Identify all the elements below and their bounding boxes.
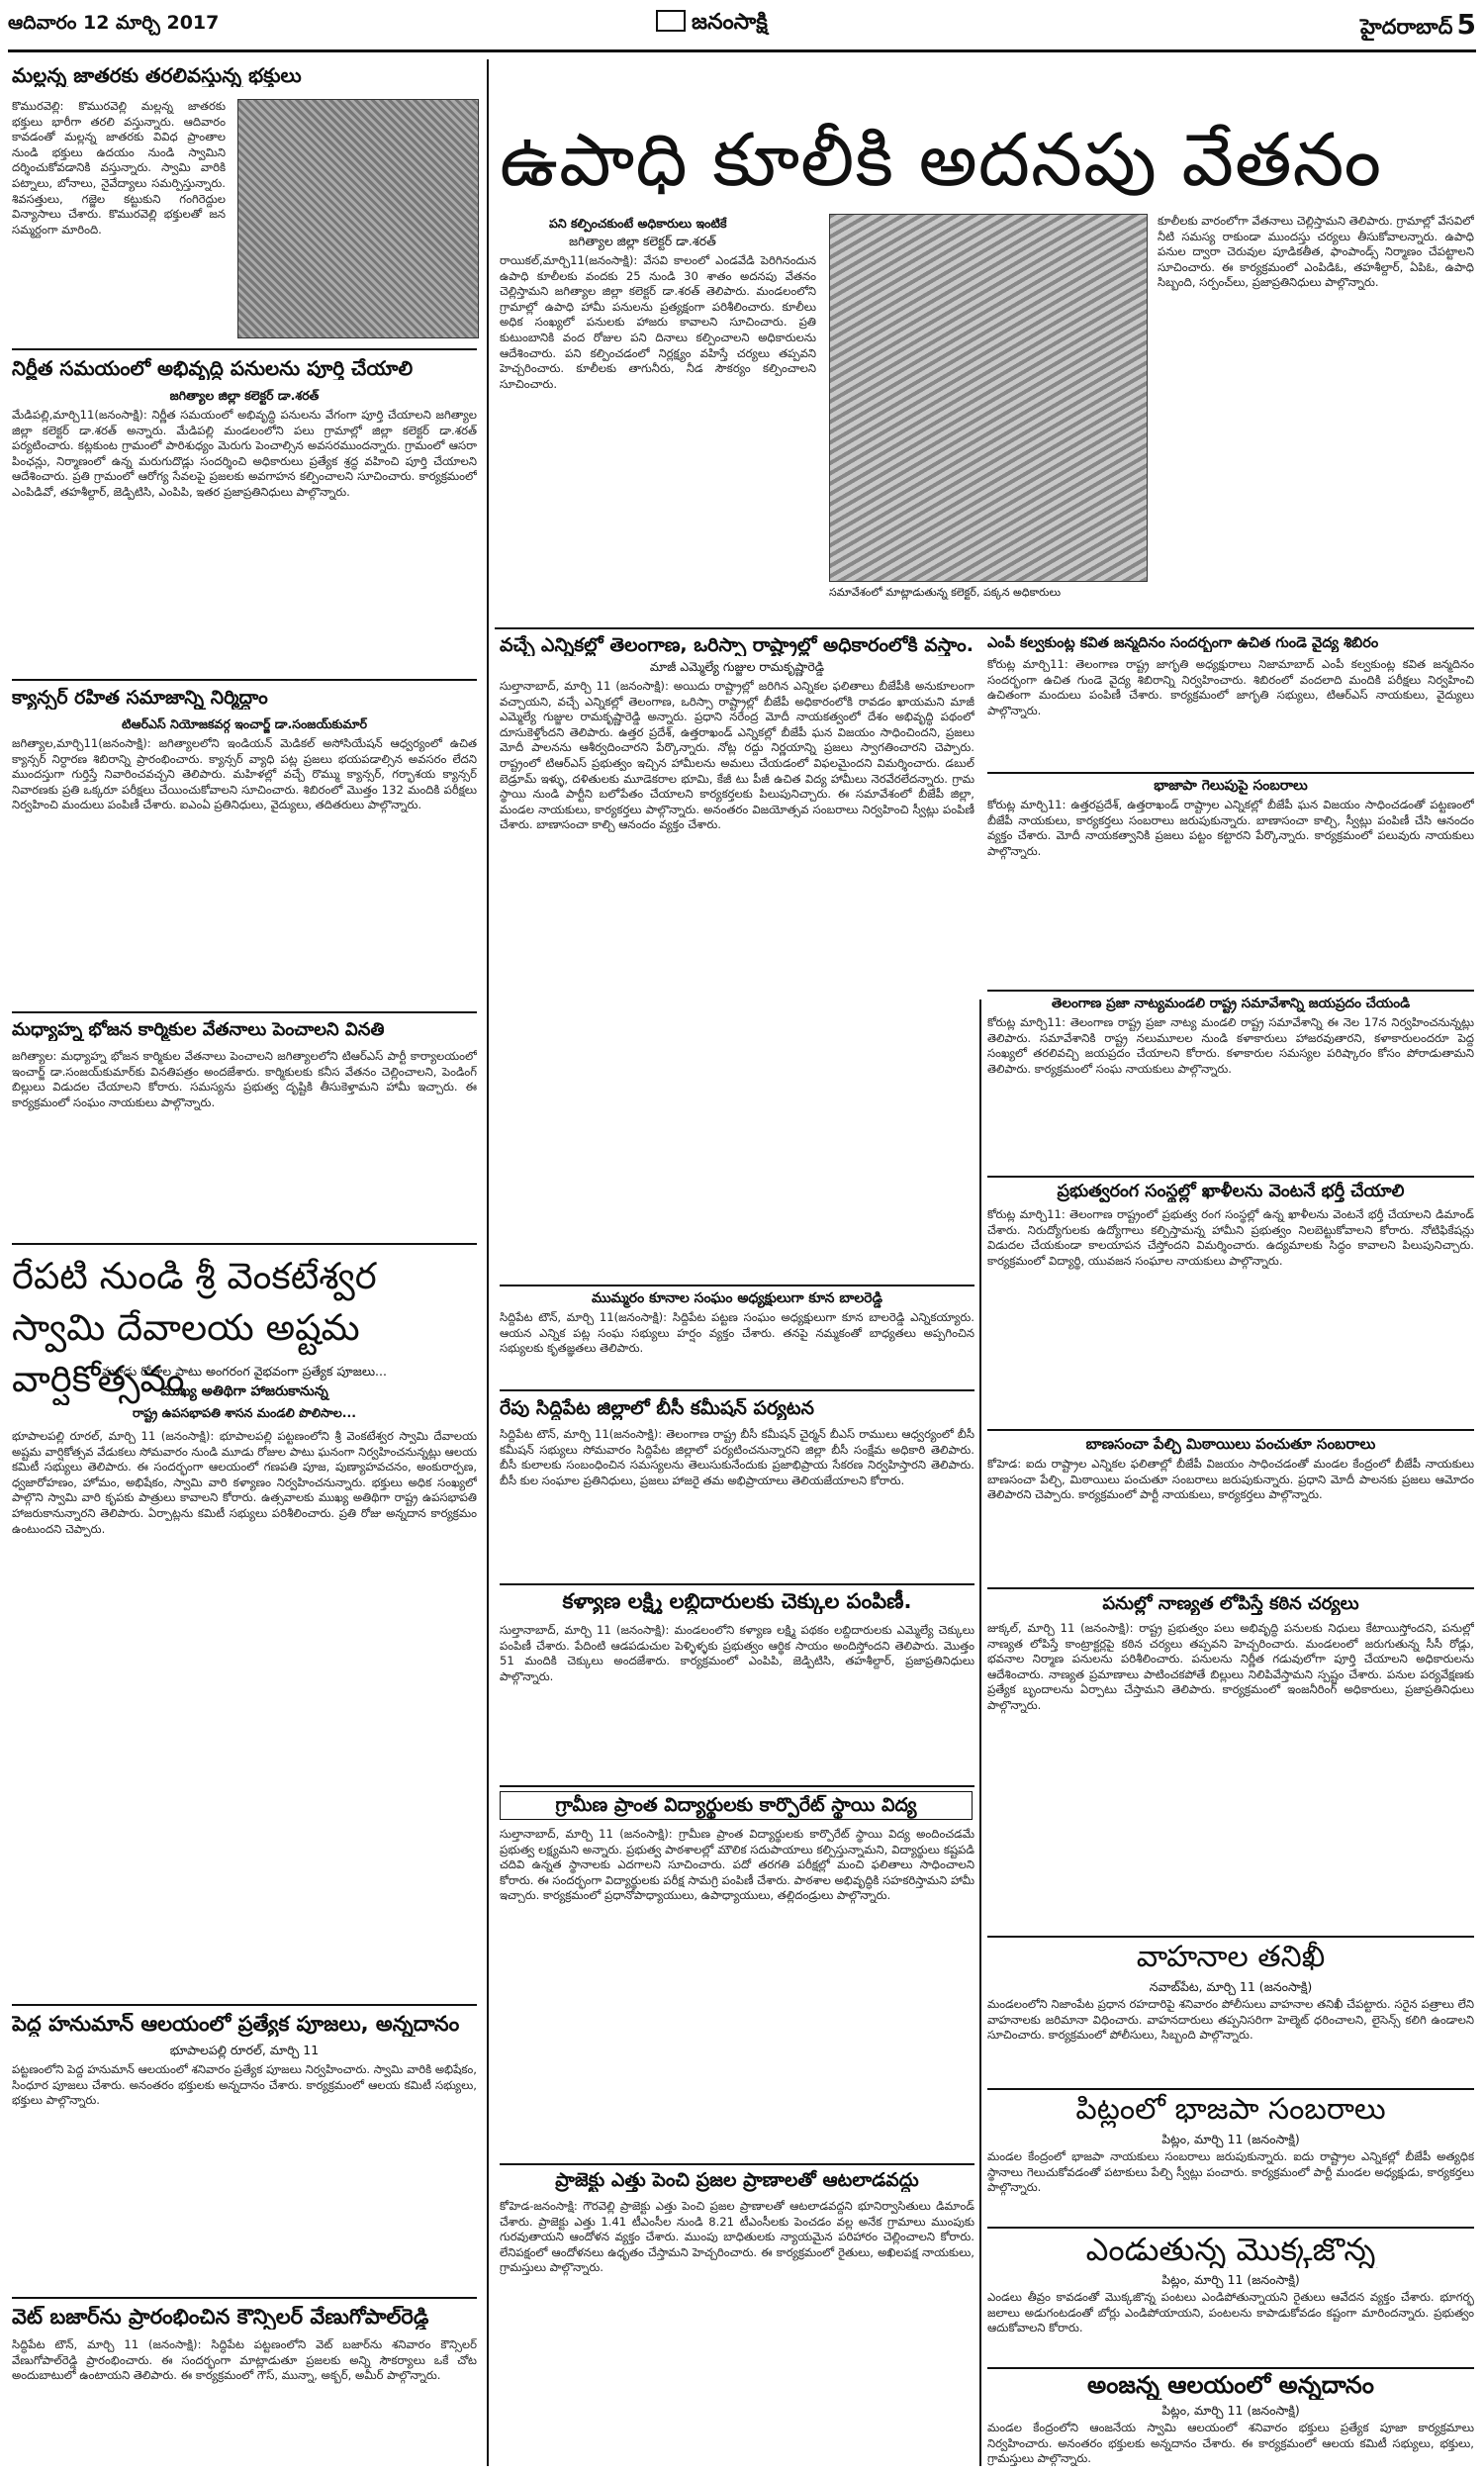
article-cancer-body: జగిత్యాల,మార్చి11(జనంసాక్షి): జగిత్యాలలోని ఇండియన్ మెడికల్ అసోసియేషన్ ఆధ్వర్యంలో ఉచిత క్యాన్సర్ నిర్ధారణ శిబిరాన్ని ప్రారంభించారు. క్యాన్సర్ వ్యాధి పట్ల ప్రజలు భయపడాల్సిన అవసరం లేదని ముందస్తుగా గుర్తిస్తే నివారించవచ్చని తెలిపారు. మహిళల్లో వచ్చే రొమ్ము క్యాన్సర్, గర్భాశయ క్యాన్సర్ నివారణకు ప్రతి ఒక్కరూ పరీక్షలు చేయించుకోవాలని సూచించారు. శిబిరంలో మొత్తం 132 మందికి పరీక్షలు నిర్వహించి మందులు పంపిణీ చేశారు. ఐఎంఏ ప్రతినిధులు, వైద్యులు, తదితరులు పాల్గొన్నారు. <box>12 736 477 812</box>
article-anjanna-body: మండల కేంద్రంలోని ఆంజనేయ స్వామి ఆలయంలో శనివారం భక్తులు ప్రత్యేక పూజా కార్యక్రమాలు నిర్వహించారు. అనంతరం భక్తులకు అన్నదానం చేశారు. ఈ కార్యక్రమంలో ఆలయ కమిటీ సభ్యులు, భక్తులు, గ్రామస్తులు పాల్గొన్నారు. <box>987 2421 1474 2466</box>
article-hanuman-headline: పెద్ద హనుమాన్ ఆలయంలో ప్రత్యేక పూజలు, అన్నదానం <box>12 2012 460 2036</box>
divider <box>987 772 1474 774</box>
article-cancer-subhead: టిఆర్ఎస్ నియోజకవర్గ ఇంచార్జ్ డా.సంజయ్‌కుమార్ <box>121 716 368 731</box>
divider <box>500 1785 974 1787</box>
divider <box>987 1176 1474 1178</box>
divider <box>12 679 477 681</box>
article-temple-body: భూపాలపల్లి రూరల్, మార్చి 11 (జనంసాక్షి): భూపాలపల్లి పట్టణంలోని శ్రీ వెంకటేశ్వర స్వామి దేవాలయ అష్టమ వార్షికోత్సవ వేడుకలు సోమవారం నుండి మూడు రోజుల పాటు ఘనంగా నిర్వహించనున్నట్లు ఆలయ కమిటీ సభ్యులు తెలిపారు. ఈ సందర్భంగా ఆలయంలో గణపతి పూజ, పుణ్యాహవచనం, అంకురార్పణ, ధ్వజారోహణం, హోమం, అభిషేకం, స్వామి వారి కళ్యాణం నిర్వహించనున్నారు. భక్తులు అధిక సంఖ్యలో పాల్గొని స్వామి వారి కృపకు పాత్రులు కావాలని కోరారు. ఉత్సవాలకు ముఖ్య అతిథిగా రాష్ట్ర ఉపసభాపతి హాజరుకానున్నారని తెలిపారు. ఏర్పాట్లను కమిటీ సభ్యులు పరిశీలించారు. ప్రతి రోజు అన్నదాన కార్యక్రమం ఉంటుందని చెప్పారు. <box>12 1429 477 1536</box>
lead-photo <box>829 214 1148 582</box>
divider <box>500 1583 974 1585</box>
article-vehicle-check-body: మండలంలోని నిజాంపేట ప్రధాన రహదారిపై శనివారం పోలీసులు వాహనాల తనిఖీ చేపట్టారు. సరైన పత్రాలు లేని వాహనాలకు జరిమానా విధించారు. వాహనదారులు తప్పనిసరిగా హెల్మెట్ ధరించాలని, లైసెన్స్ కలిగి ఉండాలని సూచించారు. కార్యక్రమంలో పోలీసులు, సిబ్బంది పాల్గొన్నారు. <box>987 1997 1474 2043</box>
article-works-subhead: జగిత్యాల జిల్లా కలెక్టర్ డా.శరత్ <box>169 388 320 403</box>
article-hanuman-dateline: భూపాలపల్లి రూరల్, మార్చి 11 <box>169 2043 320 2057</box>
article-kalyana-lakshmi-body: సుల్తానాబాద్, మార్చి 11 (జనంసాక్షి): మండలంలోని కళ్యాణ లక్ష్మి పథకం లబ్దిదారులకు ఎమ్మెల్యే చెక్కులు పంపిణీ చేశారు. పేదింటి ఆడపడుచుల పెళ్ళిళ్ళకు ప్రభుత్వం ఆర్థిక సాయం అందిస్తోందని తెలిపారు. మొత్తం 51 మందికి చెక్కులు అందజేశారు. కార్యక్రమంలో ఎంపిపి, జెడ్పిటిసి, తహశీల్దార్, ప్రజాప్రతినిధులు పాల్గొన్నారు. <box>500 1623 974 1683</box>
divider <box>12 2297 477 2299</box>
article-pitlam-bjp-dateline: పిట్లం, మార్చి 11 (జనంసాక్షి) <box>1161 2132 1300 2146</box>
city-name: హైదరాబాద్ <box>1359 15 1453 39</box>
article-crackers-body: కోహెడ: ఐదు రాష్ట్రాల ఎన్నికల ఫలితాల్లో బీజేపీ విజయం సాధించడంతో మండల కేంద్రంలో బీజేపీ నాయకులు బాణసంచా పేల్చి, మిఠాయిలు పంచుతూ సంబరాలు జరుపుకున్నారు. ప్రధాని మోదీ పాలనకు ప్రజలు ఆమోదం తెలిపారని చెప్పారు. కార్యక్రమంలో పార్టీ నాయకులు, కార్యకర్తలు పాల్గొన్నారు. <box>987 1457 1474 1502</box>
article-bjp-subhead: మాజీ ఎమ్మెల్యే గుజ్జుల రామకృష్ణారెడ్డి <box>649 659 825 674</box>
lead-subhead-2: జగిత్యాల జిల్లా కలెక్టర్ డా.శరత్ <box>569 234 716 248</box>
lead-body-continued: కూలీలకు వారంలోగా వేతనాలు చెల్లిస్తామని తెలిపారు. గ్రామాల్లో వేసవిలో నీటి సమస్య రాకుండా ముందస్తు చర్యలు తీసుకోవాలన్నారు. ఉపాధి పనుల ద్వారా చెరువుల పూడికతీత, ఫాంపాండ్స్ నిర్మాణం చేపట్టాలని సూచించారు. ఈ కార్యక్రమంలో ఎంపిడిఓ, తహశీల్దార్, ఏపిఓ, ఉపాధి సిబ్బంది, సర్పంచ్‌లు, ప్రజాప్రతినిధులు పాల్గొన్నారు. <box>1158 214 1474 290</box>
page-number: 5 <box>1456 8 1476 41</box>
issue-date: ఆదివారం 12 మార్చి 2017 <box>8 12 220 34</box>
article-bc-commission-body: సిద్దిపేట టౌన్, మార్చి 11(జనంసాక్షి): తెలంగాణ రాష్ట్ర బీసీ కమీషన్ చైర్మన్ బీఎస్ రాములు ఆధ్వర్యంలో బీసీ కమీషన్ సభ్యులు సోమవారం సిద్దిపేట జిల్లాలో పర్యటించనున్నారని జిల్లా బీసీ సంక్షేమ అధికారి తెలిపారు. బీసీ కులాలకు సంబంధించిన సమస్యలను తెలుసుకునేందుకు ప్రజాభిప్రాయ సేకరణ నిర్వహిస్తారని తెలిపారు. బీసీ కుల సంఘాల ప్రతినిధులు, ప్రజలు హాజరై తమ అభిప్రాయాలు తెలియజేయాలని కోరారు. <box>500 1427 974 1487</box>
article-jatara-headline: మల్లన్న జాతరకు తరలివస్తున్న భక్తులు <box>12 63 302 87</box>
article-midday-meal-body: జగిత్యాల: మధ్యాహ్న భోజన కార్మికుల వేతనాలు పెంచాలని జగిత్యాలలోని టిఆర్ఎస్ పార్టీ కార్యాలయంలో ఇంచార్జ్ డా.సంజయ్‌కుమార్‌కు వినతిపత్రం అందజేశారు. కార్మికులకు కనీస వేతనం చెల్లించాలని, పెండింగ్ బిల్లులు విడుదల చేయాలని కోరారు. సమస్యను ప్రభుత్వ దృష్టికి తీసుకెళ్తామని హామీ ఇచ్చారు. ఈ కార్యక్రమంలో సంఘం నాయకులు పాల్గొన్నారు. <box>12 1049 477 1109</box>
divider <box>12 1011 477 1013</box>
article-heart-camp-body: కోరుట్ల మార్చి11: తెలంగాణ రాష్ట్ర జాగృతి అధ్యక్షురాలు నిజామాబాద్ ఎంపీ కల్వకుంట్ల కవిత జన్మదినం సందర్భంగా ఉచిత గుండె వైద్య శిబిరాన్ని నిర్వహించారు. శిబిరంలో వందలాది మందికి పరీక్షలు నిర్వహించి ఉచితంగా మందులు పంపిణీ చేశారు. కార్యక్రమంలో జాగృతి సభ్యులు, టిఆర్ఎస్ నాయకులు, వైద్యులు పాల్గొన్నారు. <box>987 657 1474 717</box>
article-bjp-celebration-headline: భాజాపా గెలుపుపై సంబరాలు <box>1154 778 1308 794</box>
article-anjanna-dateline: పిట్లం, మార్చి 11 (జనంసాక్షి) <box>1161 2403 1300 2418</box>
article-wet-bazaar-body: సిద్ధిపేట టౌన్, మార్చి 11 (జనంసాక్షి): సిద్ధిపేట పట్టణంలోని వెట్ బజార్‌ను శనివారం కౌన్సిలర్ వేణుగోపాల్‌రెడ్డి ప్రారంభించారు. ఈ సందర్భంగా మాట్లాడుతూ ప్రజలకు అన్ని సౌకర్యాలు ఒకే చోట అందుబాటులో ఉంటాయని తెలిపారు. ఈ కార్యక్రమంలో గౌస్, మున్నా, అక్బర్, అమీర్ పాల్గొన్నారు. <box>12 2337 477 2383</box>
article-maize-dateline: పిట్లం, మార్చి 11 (జనంసాక్షి) <box>1161 2272 1300 2287</box>
lead-subhead-1: పని కల్పించకుంటే అధికారులు ఇంటికే <box>549 216 727 231</box>
article-hanuman-body: పట్టణంలోని పెద్ద హనుమాన్ ఆలయంలో శనివారం ప్రత్యేక పూజలు నిర్వహించారు. స్వామి వారికి అభిషేకం, సింధూర పూజలు చేశారు. అనంతరం భక్తులకు అన్నదానం చేశారు. కార్యక్రమంలో ఆలయ కమిటీ సభ్యులు, భక్తులు పాల్గొన్నారు. <box>12 2062 477 2108</box>
article-vehicle-check-dateline: నవాబ్‌పేట, మార్చి 11 (జనంసాక్షి) <box>1149 1979 1313 1994</box>
jatara-crowd-photo <box>237 99 479 338</box>
column-divider-right <box>979 1000 981 2466</box>
divider <box>495 627 1474 629</box>
article-temple-subhead-1: మూడు రోజుల పాటు అంగరంగ వైభవంగా ప్రత్యేక పూజలు... <box>102 1364 387 1379</box>
article-maize-body: ఎండలు తీవ్రం కావడంతో మొక్కజొన్న పంటలు ఎండిపోతున్నాయని రైతులు ఆవేదన వ్యక్తం చేశారు. భూగర్భ జలాలు అడుగంటడంతో బోర్లు ఎండిపోయాయని, పంటలను కాపాడుకోవడం కష్టంగా మారిందన్నారు. ప్రభుత్వం ఆదుకోవాలని కోరారు. <box>987 2290 1474 2335</box>
article-education-headline: గ్రామీణ ప్రాంత విద్యార్థులకు కార్పొరేట్ స్థాయి విద్య <box>500 1791 973 1820</box>
divider <box>500 2163 974 2165</box>
article-crackers-headline: బాణసంచా పేల్చి మిఠాయిలు పంచుతూ సంబరాలు <box>1085 1435 1376 1453</box>
article-project-headline: ప్రాజెక్టు ఎత్తు పెంచి ప్రజల ప్రాణాలతో ఆటలాడవద్దు <box>555 2169 919 2191</box>
article-quality-headline: పనుల్లో నాణ్యత లోపిస్తే కఠిన చర్యలు <box>1102 1593 1359 1614</box>
article-vehicle-check-headline: వాహనాల తనిఖీ <box>1136 1940 1326 1974</box>
column-divider-left <box>487 59 489 2466</box>
article-temple-subhead-3: రాష్ట్ర ఉపసభాపతి శాసన మండలి పొలిసాల... <box>132 1405 357 1420</box>
article-jatara-body: కొమురవెల్లి: కొమురవెల్లి మల్లన్న జాతరకు భక్తులు భారీగా తరలి వస్తున్నారు. ఆదివారం కావడంతో మల్లన్న జాతరకు వివిధ ప్రాంతాల నుండి భక్తులు ఉదయం నుండి స్వామిని దర్శించుకోవడానికి వస్తున్నారు. స్వామి వారికి పట్నాలు, బోనాలు, నైవేద్యాలు సమర్పిస్తున్నారు. శివసత్తులు, గజ్జెల కట్టుకుని గంగిరెద్దుల విన్యాసాలు చేశారు. కొమురవెల్లి భక్తులతో జన సమ్మర్దంగా మారింది. <box>12 99 226 237</box>
newspaper-name <box>656 10 768 40</box>
article-bjp-celebration-body: కోరుట్ల మార్చి11: ఉత్తరప్రదేశ్, ఉత్తరాఖండ్ రాష్ట్రాల ఎన్నికల్లో బీజేపీ ఘన విజయం సాధించడంతో పట్టణంలో బీజేపీ నాయకులు, కార్యకర్తలు సంబరాలు జరుపుకున్నారు. బాణాసంచా కాల్చి, స్వీట్లు పంపిణీ చేసి ఆనందం వ్యక్తం చేశారు. మోదీ నాయకత్వానికి ప్రజలు పట్టం కట్టారని పేర్కొన్నారు. కార్యక్రమంలో పలువురు నాయకులు పాల్గొన్నారు. <box>987 798 1474 858</box>
article-works-body: మేడిపల్లి,మార్చి11(జనంసాక్షి): నిర్ణీత సమయంలో అభివృద్ధి పనులను వేగంగా పూర్తి చేయాలని జగిత్యాల జిల్లా కలెక్టర్ డా.శరత్ అన్నారు. మేడిపల్లి మండలంలోని పలు గ్రామాల్లో జిల్లా కలెక్టర్ డా.శరత్ పర్యటించారు. కట్లకుంట గ్రామంలో పారిశుధ్యం మెరుగు పెంచాల్సిన అవసరముందన్నారు. గ్రామంలో ఆసరా పింఛన్లు, నిర్మాణంలో ఉన్న మరుగుదొడ్లు సందర్శించి అధికారులు ప్రత్యేక శ్రద్ధ వహించి పూర్తి చేయాలని ఆదేశించారు. ప్రతి గ్రామంలో ఆరోగ్య సేవలపై ప్రజలకు అవగాహన కల్పించాలని సూచించారు. కార్యక్రమంలో ఎంపిడివో, తహశీల్దార్, జెడ్పిటిసి, ఎంపిపి, ఇతర ప్రజాప్రతినిధులు పాల్గొన్నారు. <box>12 408 477 499</box>
article-quality-body: జుక్కల్, మార్చి 11 (జనంసాక్షి): రాష్ట్ర ప్రభుత్వం పలు అభివృద్ధి పనులకు నిధులు కేటాయిస్తోందని, పనుల్లో నాణ్యత లోపిస్తే కాంట్రాక్టర్లపై కఠిన చర్యలు తప్పవని హెచ్చరించారు. మండలంలో జరుగుతున్న సీసీ రోడ్లు, భవనాల నిర్మాణ పనులను పరిశీలించారు. పనులను నిర్ణీత గడువులోగా పూర్తి చేయాలని అధికారులను ఆదేశించారు. నాణ్యత ప్రమాణాలు పాటించకపోతే బిల్లులు నిలిపివేస్తామని స్పష్టం చేశారు. పనుల పర్యవేక్షణకు ప్రత్యేక బృందాలను ఏర్పాటు చేస్తామని తెలిపారు. కార్యక్రమంలో ఇంజనీరింగ్ అధికారులు, ప్రజాప్రతినిధులు పాల్గొన్నారు. <box>987 1621 1474 1712</box>
lead-headline: ఉపాధి కూలీకి అదనపు వేతనం <box>500 118 1382 203</box>
divider <box>987 2088 1474 2090</box>
article-project-body: కోహెడ-జనంసాక్షి: గౌరవెల్లి ప్రాజెక్టు ఎత్తు పెంచి ప్రజల ప్రాణాలతో ఆటలాడవద్దని భూనిర్వాసితులు డిమాండ్ చేశారు. ప్రాజెక్టు ఎత్తు 1.41 టీఎంసీల నుండి 8.21 టీఎంసీలకు పెంచడం వల్ల అనేక గ్రామాలు ముంపుకు గురవుతాయని ఆందోళన వ్యక్తం చేశారు. ముంపు బాధితులకు న్యాయమైన పరిహారం చెల్లించాలని కోరారు. లేనిపక్షంలో ఆందోళనలు ఉధృతం చేస్తామని హెచ్చరించారు. ఈ కార్యక్రమంలో రైతులు, అఖిలపక్ష నాయకులు, గ్రామస్తులు పాల్గొన్నారు. <box>500 2199 974 2275</box>
divider <box>987 1587 1474 1589</box>
article-education-body: సుల్తానాబాద్, మార్చి 11 (జనంసాక్షి): గ్రామీణ ప్రాంత విద్యార్థులకు కార్పొరేట్ స్థాయి విద్య అందించడమే ప్రభుత్వ లక్ష్యమని అన్నారు. ప్రభుత్వ పాఠశాలల్లో మౌలిక సదుపాయాలు కల్పిస్తున్నామని, విద్యార్థులు కష్టపడి చదివి ఉన్నత స్థానాలకు ఎదగాలని సూచించారు. పదో తరగతి పరీక్షల్లో మంచి ఫలితాలు సాధించాలని కోరారు. ఈ సందర్భంగా విద్యార్థులకు పరీక్ష సామగ్రి పంపిణీ చేశారు. పాఠశాల అభివృద్ధికి సహకరిస్తామని హామీ ఇచ్చారు. కార్యక్రమంలో ప్రధానోపాధ్యాయులు, ఉపాధ్యాయులు, తల్లిదండ్రులు పాల్గొన్నారు. <box>500 1827 974 1903</box>
article-vacancies-headline: ప్రభుత్వరంగ సంస్థల్లో ఖాళీలను వెంటనే భర్తీ చేయాలి <box>1057 1182 1405 1201</box>
edition-city <box>1360 8 1476 45</box>
newspaper-title: జనంసాక్షి <box>692 10 768 35</box>
article-kuna-body: సిద్దిపేట టౌన్, మార్చి 11(జనంసాక్షి): సిద్దిపేట పట్టణ సంఘం అధ్యక్షులుగా కూన బాలరెడ్డి ఎన్నికయ్యారు. ఆయన ఎన్నిక పట్ల సంఘ సభ్యులు హర్షం వ్యక్తం చేశారు. తనపై నమ్మకంతో బాధ్యతలు అప్పగించిన సభ్యులకు కృతజ్ఞతలు తెలిపారు. <box>500 1310 974 1356</box>
divider <box>987 2367 1474 2369</box>
article-temple-subhead-2: ముఖ్య అతిథిగా హాజరుకానున్న <box>160 1383 328 1399</box>
divider <box>987 1429 1474 1431</box>
article-bc-commission-headline: రేపు సిద్దిపేట జిల్లాలో బీసీ కమీషన్ పర్యటన <box>500 1397 814 1419</box>
article-pitlam-bjp-headline: పిట్లంలో భాజపా సంబరాలు <box>1075 2092 1386 2127</box>
article-wet-bazaar-headline: వెట్ బజార్‌ను ప్రారంభించిన కౌన్సిలర్ వేణుగోపాల్‌రెడ్డి <box>12 2305 429 2329</box>
masthead-rule <box>8 49 1476 52</box>
article-works-headline: నిర్ణీత సమయంలో అభివృద్ధి పనులను పూర్తి చేయాలి <box>12 356 414 380</box>
article-natya-mandali-body: కోరుట్ల మార్చి11: తెలంగాణ రాష్ట్ర ప్రజా నాట్య మండలి రాష్ట్ర సమావేశాన్ని ఈ నెల 17న నిర్వహించనున్నట్లు తెలిపారు. సమావేశానికి రాష్ట్ర నలుమూలల నుండి కళాకారులు హాజరవుతారని, కళాకారులందరూ పెద్ద సంఖ్యలో తరలివచ్చి జయప్రదం చేయాలని కోరారు. కళాకారుల సమస్యల పరిష్కారం కోసం పోరాడుతామని తెలిపారు. కార్యక్రమంలో సంఘ నాయకులు పాల్గొన్నారు. <box>987 1015 1474 1076</box>
article-vacancies-body: కోరుట్ల మార్చి11: తెలంగాణ రాష్ట్రంలో ప్రభుత్వ రంగ సంస్థల్లో ఉన్న ఖాళీలను వెంటనే భర్తీ చేయాలని డిమాండ్ చేశారు. నిరుద్యోగులకు ఉద్యోగాలు కల్పిస్తామన్న హామీని ప్రభుత్వం నిలబెట్టుకోవాలని కోరారు. నోటిఫికేషన్లు విడుదల చేయకుండా కాలయాపన చేస్తోందని విమర్శించారు. ఉద్యమాలకు సిద్ధం కావాలని పిలుపునిచ్చారు. కార్యక్రమంలో విద్యార్థి, యువజన సంఘాల నాయకులు పాల్గొన్నారు. <box>987 1207 1474 1268</box>
lead-body: రాయికల్,మార్చి11(జనంసాక్షి): వేసవి కాలంలో ఎండవేడి పెరిగినందున ఉపాధి కూలీలకు వందకు 25 నుండి 30 శాతం అదనపు వేతనం చెల్లిస్తామని జగిత్యాల జిల్లా కలెక్టర్ డా.శరత్ తెలిపారు. మండలంలోని గ్రామాల్లో ఉపాధి హామీ పనులను ప్రత్యక్షంగా పరిశీలించారు. కూలీలు అధిక సంఖ్యలో పనులకు హాజరు కావాలని సూచించారు. ప్రతి కుటుంబానికి వంద రోజుల పని దినాలు కల్పించాలని అధికారులను ఆదేశించారు. పని కల్పించడంలో నిర్లక్ష్యం వహిస్తే చర్యలు తప్పవని హెచ్చరించారు. కూలీలకు తాగునీరు, నీడ సౌకర్యం కల్పించాలని సూచించారు. <box>500 253 816 391</box>
article-kuna-headline: ముమ్మరం కూనాల సంఘం అధ్యక్షులుగా కూన బాలరెడ్డి <box>592 1290 882 1306</box>
article-maize-headline: ఎండుతున్న మొక్కజొన్న <box>1085 2231 1376 2268</box>
article-bjp-headline: వచ్చే ఎన్నికల్లో తెలంగాణ, ఒరిస్సా రాష్ట్రాల్లో అధికారంలోకి వస్తాం. <box>500 635 974 656</box>
article-midday-meal-headline: మధ్యాహ్న భోజన కార్మికుల వేతనాలు పెంచాలని వినతి <box>12 1019 385 1040</box>
divider <box>987 1936 1474 1938</box>
flag-icon <box>656 10 686 32</box>
article-anjanna-headline: అంజన్న ఆలయంలో అన్నదానం <box>1087 2371 1374 2399</box>
lead-photo-caption: సమావేశంలో మాట్లాడుతున్న కలెక్టర్, పక్కన అధికారులు <box>829 586 1062 599</box>
divider <box>500 1285 974 1286</box>
article-heart-camp-headline: ఎంపీ కల్వకుంట్ల కవిత జన్మదినం సందర్భంగా ఉచిత గుండె వైద్య శిబిరం <box>987 635 1379 651</box>
article-bjp-body: సుల్తానాబాద్, మార్చి 11 (జనంసాక్షి): అయిదు రాష్ట్రాల్లో జరిగిన ఎన్నికల ఫలితాలు బీజేపీకి అనుకూలంగా వచ్చాయని, వచ్చే ఎన్నికల్లో తెలంగాణ, ఒరిస్సా రాష్ట్రాల్లో బీజేపీ అధికారంలోకి రావడం ఖాయమని మాజీ ఎమ్మెల్యే గుజ్జుల రామకృష్ణారెడ్డి అన్నారు. ప్రధాని నరేంద్ర మోదీ నాయకత్వంలో దేశం అభివృద్ధి పథంలో దూసుకెళ్తోందని తెలిపారు. ఉత్తర ప్రదేశ్, ఉత్తరాఖండ్ ఎన్నికల్లో బీజేపీ ఘన విజయం సాధించిందని, ప్రజలు మోదీ పాలనను ఆశీర్వదించారని పేర్కొన్నారు. నోట్ల రద్దు నిర్ణయాన్ని ప్రజలు స్వాగతించారని చెప్పారు. రాష్ట్రంలో టిఆర్ఎస్ ప్రభుత్వం ఇచ్చిన హామీలను అమలు చేయడంలో విఫలమైందని విమర్శించారు. డబుల్ బెడ్రూమ్ ఇళ్ళు, దళితులకు మూడెకరాల భూమి, కేజీ టు పీజీ ఉచిత విద్య హామీలు నెరవేరలేదన్నారు. గ్రామ స్థాయి నుండి పార్టీని బలోపేతం చేయాలని కార్యకర్తలకు పిలుపునిచ్చారు. ఈ సమావేశంలో బీజేపీ జిల్లా, మండల నాయకులు, కార్యకర్తలు పాల్గొన్నారు. అనంతరం విజయోత్సవ సంబరాలు నిర్వహించి స్వీట్లు పంపిణీ చేశారు. బాణాసంచా కాల్చి ఆనందం వ్యక్తం చేశారు. <box>500 679 974 832</box>
article-natya-mandali-headline: తెలంగాణ ప్రజా నాట్యమండలి రాష్ట్ర సమావేశాన్ని జయప్రదం చేయండి <box>1051 996 1411 1011</box>
article-cancer-headline: క్యాన్సర్ రహిత సమాజాన్ని నిర్మిద్దాం <box>12 687 268 709</box>
masthead <box>8 6 1476 46</box>
article-pitlam-bjp-body: మండల కేంద్రంలో భాజపా నాయకులు సంబరాలు జరుపుకున్నారు. ఐదు రాష్ట్రాల ఎన్నికల్లో బీజేపీ అత్యధిక స్థానాలు గెలుచుకోవడంతో పటాకులు పేల్చి స్వీట్లు పంచారు. కార్యక్రమంలో పార్టీ మండల అధ్యక్షుడు, కార్యకర్తలు పాల్గొన్నారు. <box>987 2149 1474 2195</box>
divider <box>987 990 1474 992</box>
divider <box>500 1389 974 1391</box>
divider <box>12 348 477 350</box>
divider <box>12 1243 477 1245</box>
divider <box>12 2004 477 2006</box>
article-kalyana-lakshmi-headline: కళ్యాణ లక్ష్మి లబ్దిదారులకు చెక్కుల పంపిణీ. <box>562 1589 912 1613</box>
article-temple-headline: రేపటి నుండి శ్రీ వెంకటేశ్వర స్వామి దేవాలయ అష్టమ వార్షికోత్సవం <box>12 1255 377 1400</box>
divider <box>987 2227 1474 2229</box>
